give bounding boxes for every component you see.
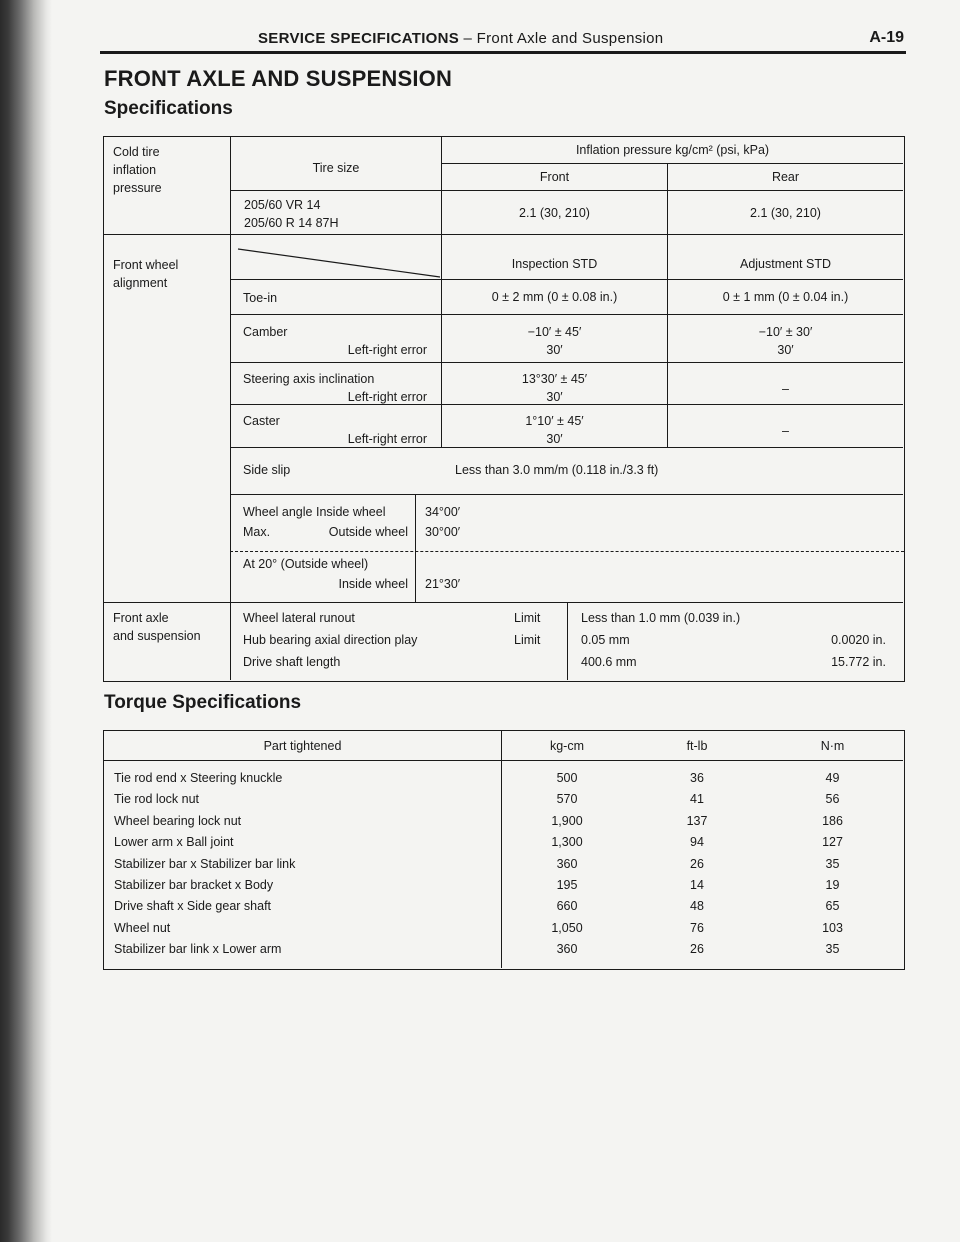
part-cell: Tie rod end x Steering knuckle bbox=[114, 771, 283, 785]
steering-axis-adjustment: – bbox=[782, 382, 789, 396]
kgcm-cell: 360 bbox=[556, 942, 578, 957]
page-binding-shadow bbox=[0, 0, 52, 1242]
torque-heading: Torque Specifications bbox=[104, 692, 302, 713]
ftlb-header: ft-lb bbox=[686, 739, 708, 753]
diagonal-divider bbox=[234, 247, 442, 279]
kgcm-cell: 1,050 bbox=[551, 920, 583, 935]
grid-line bbox=[104, 234, 903, 235]
caster-inspection-error: 30′ bbox=[546, 432, 563, 446]
caster-inspection: 1°10′ ± 45′ bbox=[525, 414, 584, 428]
part-cell: Wheel bearing lock nut bbox=[114, 813, 242, 828]
lateral-runout-limit: Limit bbox=[514, 611, 541, 625]
part-cell: Drive shaft x Side gear shaft bbox=[114, 899, 272, 914]
wheel-angle-inside-value: 34°00′ bbox=[425, 505, 461, 519]
kgcm-cell: 1,900 bbox=[551, 813, 583, 828]
table-row bbox=[104, 789, 904, 810]
lateral-runout-value: Less than 1.0 mm (0.039 in.) bbox=[581, 611, 741, 625]
kgcm-cell: 570 bbox=[556, 792, 578, 807]
nm-cell: 127 bbox=[822, 835, 843, 850]
camber-lr-error-label: Left-right error bbox=[347, 343, 427, 357]
part-cell: Lower arm x Ball joint bbox=[114, 835, 234, 850]
hub-bearing-mm: 0.05 mm bbox=[581, 633, 630, 647]
front-pressure-value: 2.1 (30, 210) bbox=[519, 206, 590, 220]
part-cell: Stabilizer bar bracket x Body bbox=[114, 878, 274, 892]
kgcm-cell: 1,300 bbox=[551, 835, 583, 850]
at-20-label: At 20° (Outside wheel) bbox=[243, 557, 369, 571]
grid-line bbox=[415, 494, 416, 602]
cold-tire-label-2: inflation bbox=[113, 163, 157, 177]
nm-cell: 56 bbox=[825, 792, 840, 807]
at-20-inside-label: Inside wheel bbox=[338, 577, 408, 591]
steering-axis-inspection: 13°30′ ± 45′ bbox=[521, 372, 588, 386]
wheel-angle-outside-label: Outside wheel bbox=[328, 525, 408, 539]
hub-bearing-label: Hub bearing axial direction play bbox=[243, 633, 418, 647]
ftlb-cell: 26 bbox=[690, 856, 704, 871]
part-cell: Stabilizer bar link x Lower arm bbox=[114, 942, 282, 957]
drive-shaft-length-mm: 400.6 mm bbox=[581, 655, 637, 669]
grid-line bbox=[567, 602, 568, 680]
ftlb-cell: 76 bbox=[690, 920, 704, 935]
table-row bbox=[104, 875, 904, 896]
grid-line bbox=[104, 602, 903, 603]
adjustment-std-header: Adjustment STD bbox=[739, 257, 831, 271]
wheel-angle-max-label: Max. bbox=[243, 525, 271, 539]
steering-axis-lr-error-label: Left-right error bbox=[347, 390, 427, 404]
ftlb-cell: 26 bbox=[690, 942, 704, 957]
specifications-table bbox=[103, 136, 905, 682]
nm-cell: 35 bbox=[825, 942, 840, 957]
dashed-divider bbox=[230, 551, 904, 552]
nm-cell: 19 bbox=[825, 878, 840, 892]
nm-cell: 49 bbox=[825, 771, 840, 785]
nm-cell: 65 bbox=[825, 899, 840, 914]
grid-line bbox=[230, 137, 231, 680]
cold-tire-label-3: pressure bbox=[113, 181, 162, 195]
kgcm-cell: 500 bbox=[556, 771, 578, 785]
header-subtitle: – Front Axle and Suspension bbox=[459, 30, 664, 47]
nm-cell: 186 bbox=[822, 813, 843, 828]
table-row bbox=[104, 939, 904, 960]
wheel-angle-outside-value: 30°00′ bbox=[425, 525, 461, 539]
camber-inspection-error: 30′ bbox=[546, 343, 563, 357]
drive-shaft-length-in: 15.772 in. bbox=[831, 655, 886, 669]
specifications-heading: Specifications bbox=[104, 98, 233, 119]
table-row bbox=[104, 896, 904, 917]
ftlb-cell: 94 bbox=[690, 835, 704, 850]
steering-axis-inspection-error: 30′ bbox=[546, 390, 563, 404]
caster-lr-error-label: Left-right error bbox=[347, 432, 427, 446]
kgcm-header: kg-cm bbox=[549, 739, 585, 753]
axle-label-1: Front axle bbox=[113, 611, 169, 625]
cold-tire-label-1: Cold tire bbox=[113, 145, 160, 159]
inspection-std-header: Inspection STD bbox=[511, 257, 598, 271]
page-number: A-19 bbox=[869, 29, 904, 46]
part-cell: Wheel nut bbox=[114, 920, 171, 935]
at-20-inside-value: 21°30′ bbox=[425, 577, 461, 591]
caster-adjustment: – bbox=[782, 424, 789, 438]
toe-in-label: Toe-in bbox=[243, 291, 278, 305]
header-title bbox=[258, 30, 663, 47]
axle-label-2: and suspension bbox=[113, 629, 201, 643]
grid-line bbox=[230, 314, 903, 315]
hub-bearing-limit: Limit bbox=[514, 633, 541, 647]
camber-label: Camber bbox=[243, 325, 288, 339]
caster-label: Caster bbox=[243, 414, 280, 428]
alignment-label-2: alignment bbox=[113, 276, 168, 290]
grid-line bbox=[230, 494, 903, 495]
rear-header: Rear bbox=[771, 170, 800, 184]
side-slip-value: Less than 3.0 mm/m (0.118 in./3.3 ft) bbox=[455, 463, 659, 477]
toe-in-inspection: 0 ± 2 mm (0 ± 0.08 in.) bbox=[491, 290, 618, 304]
kgcm-cell: 195 bbox=[556, 878, 578, 892]
wheel-angle-label: Wheel angle bbox=[243, 505, 313, 519]
grid-line bbox=[441, 163, 903, 164]
part-tightened-header: Part tightened bbox=[263, 739, 342, 753]
grid-line bbox=[230, 190, 903, 191]
wheel-angle-inside-label: Inside wheel bbox=[316, 505, 386, 519]
camber-inspection: −10′ ± 45′ bbox=[527, 325, 582, 339]
ftlb-cell: 137 bbox=[686, 813, 708, 828]
lateral-runout-label: Wheel lateral runout bbox=[243, 611, 355, 625]
table-row bbox=[104, 854, 904, 875]
drive-shaft-length-label: Drive shaft length bbox=[243, 655, 341, 669]
part-cell: Stabilizer bar x Stabilizer bar link bbox=[114, 856, 296, 871]
part-cell: Tie rod lock nut bbox=[114, 792, 199, 807]
front-header: Front bbox=[539, 170, 570, 184]
header-section: SERVICE SPECIFICATIONS bbox=[258, 30, 460, 47]
torque-table bbox=[103, 730, 905, 970]
rear-pressure-value: 2.1 (30, 210) bbox=[750, 206, 821, 220]
tire-size-1: 205/60 VR 14 bbox=[244, 198, 321, 212]
ftlb-cell: 14 bbox=[690, 878, 704, 892]
table-row bbox=[104, 918, 904, 939]
camber-adjustment: −10′ ± 30′ bbox=[758, 325, 813, 339]
inflation-header: Inflation pressure kg/cm² (psi, kPa) bbox=[575, 143, 770, 157]
table-row bbox=[104, 768, 904, 789]
hub-bearing-in: 0.0020 in. bbox=[831, 633, 886, 647]
table-row bbox=[104, 811, 904, 832]
side-slip-label: Side slip bbox=[243, 463, 291, 477]
toe-in-adjustment: 0 ± 1 mm (0 ± 0.04 in.) bbox=[722, 290, 849, 304]
kgcm-cell: 360 bbox=[556, 856, 578, 871]
kgcm-cell: 660 bbox=[556, 899, 578, 914]
alignment-label-1: Front wheel bbox=[113, 258, 179, 272]
steering-axis-label: Steering axis inclination bbox=[243, 372, 375, 386]
tire-size-header: Tire size bbox=[312, 161, 360, 175]
tire-size-2: 205/60 R 14 87H bbox=[244, 216, 339, 230]
nm-cell: 35 bbox=[825, 856, 840, 871]
table-row bbox=[104, 832, 904, 853]
grid-line bbox=[230, 279, 903, 280]
grid-line bbox=[230, 362, 903, 363]
page-title: FRONT AXLE AND SUSPENSION bbox=[104, 66, 453, 91]
ftlb-cell: 48 bbox=[690, 899, 704, 914]
camber-adjustment-error: 30′ bbox=[777, 343, 794, 357]
ftlb-cell: 41 bbox=[690, 792, 704, 807]
nm-cell: 103 bbox=[822, 920, 843, 935]
nm-header: N·m bbox=[820, 739, 845, 753]
ftlb-cell: 36 bbox=[690, 771, 704, 785]
grid-line bbox=[104, 760, 903, 761]
page-header bbox=[100, 26, 906, 54]
